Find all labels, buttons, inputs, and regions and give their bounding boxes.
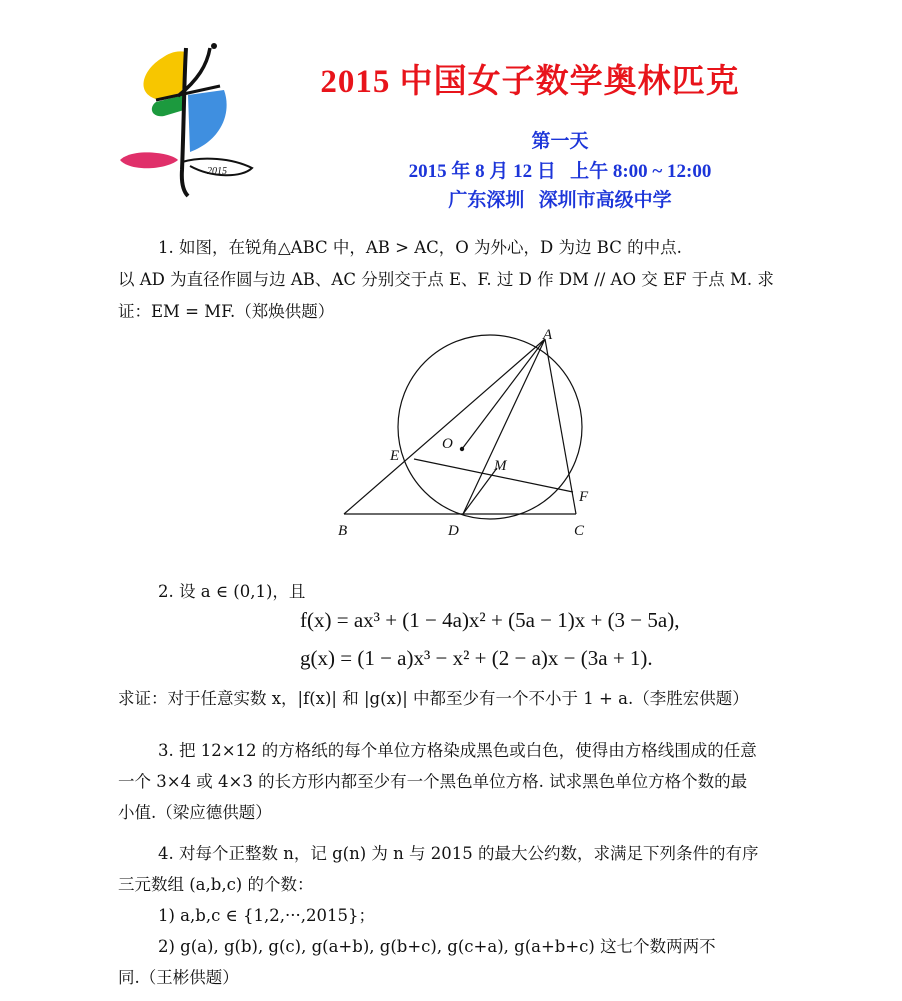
label-b: B (338, 523, 348, 539)
problem-3-line-1: 3. 把 12×12 的方格纸的每个单位方格染成黑色或白色，使得由方格线围成的任意 (158, 741, 757, 760)
problem-4-condition-2: 2) g(a), g(b), g(c), g(a+b), g(b+c), g(c+a), g(a+b+c) 这七个数两两不 (158, 937, 716, 956)
label-e: E (390, 448, 400, 464)
location: 广东深圳 深圳市高级中学 (448, 190, 672, 211)
logo-year: 2015 (207, 166, 227, 177)
problem-1-line-3: 证：EM = MF.（郑焕供题） (118, 302, 335, 321)
segment-ao (462, 339, 545, 449)
problem-4-line-1: 4. 对每个正整数 n，记 g(n) 为 n 与 2015 的最大公约数，求满足下列条件的有序 (158, 844, 759, 863)
formula-g: g(x) = (1 − a)x³ − x² + (2 − a)x − (3a + 1). (300, 646, 653, 670)
figure-circle (398, 335, 582, 519)
problem-3-line-3: 小值.（梁应德供题） (118, 803, 272, 822)
problem-1-line-1: 1. 如图，在锐角△ABC 中，AB > AC，O 为外心，D 为边 BC 的中点. (158, 238, 682, 257)
point-o (460, 447, 464, 451)
segment-dm (463, 468, 497, 514)
problem-4-line-5: 同.（王彬供题） (118, 968, 239, 987)
problem-1-figure (330, 325, 600, 550)
competition-logo (112, 40, 262, 205)
day-label: 第一天 (531, 131, 589, 152)
page-title: 2015 中国女子数学奥林匹克 (320, 64, 740, 100)
label-o: O (442, 436, 453, 452)
problem-2-line-1: 2. 设 a ∈ (0,1)，且 (158, 582, 306, 601)
problem-2-line-4: 求证：对于任意实数 x，|f(x)| 和 |g(x)| 中都至少有一个不小于 1 + a.（李胜宏供题） (118, 689, 749, 708)
segment-ad (463, 339, 545, 514)
logo-pink-petal (120, 152, 178, 168)
label-f: F (579, 489, 589, 505)
problem-1-line-2: 以 AD 为直径作圆与边 AB、AC 分别交于点 E、F. 过 D 作 DM // AO 交 EF 于点 M. 求 (118, 270, 774, 289)
label-a: A (543, 327, 553, 343)
label-d: D (448, 523, 459, 539)
label-c: C (574, 523, 585, 539)
logo-blue-petal (188, 90, 227, 152)
label-m: M (494, 458, 507, 474)
problem-4-line-2: 三元数组 (a,b,c) 的个数： (118, 875, 314, 894)
segment-ab (344, 339, 545, 514)
problem-3-line-2: 一个 3×4 或 4×3 的长方形内都至少有一个黑色单位方格. 试求黑色单位方格个数的最 (118, 772, 748, 791)
formula-f: f(x) = ax³ + (1 − 4a)x² + (5a − 1)x + (3 − 5a), (300, 608, 680, 632)
date-time: 2015 年 8 月 12 日 上午 8:00 ~ 12:00 (408, 161, 712, 182)
problem-4-condition-1: 1) a,b,c ∈ {1,2,···,2015}； (158, 906, 375, 925)
